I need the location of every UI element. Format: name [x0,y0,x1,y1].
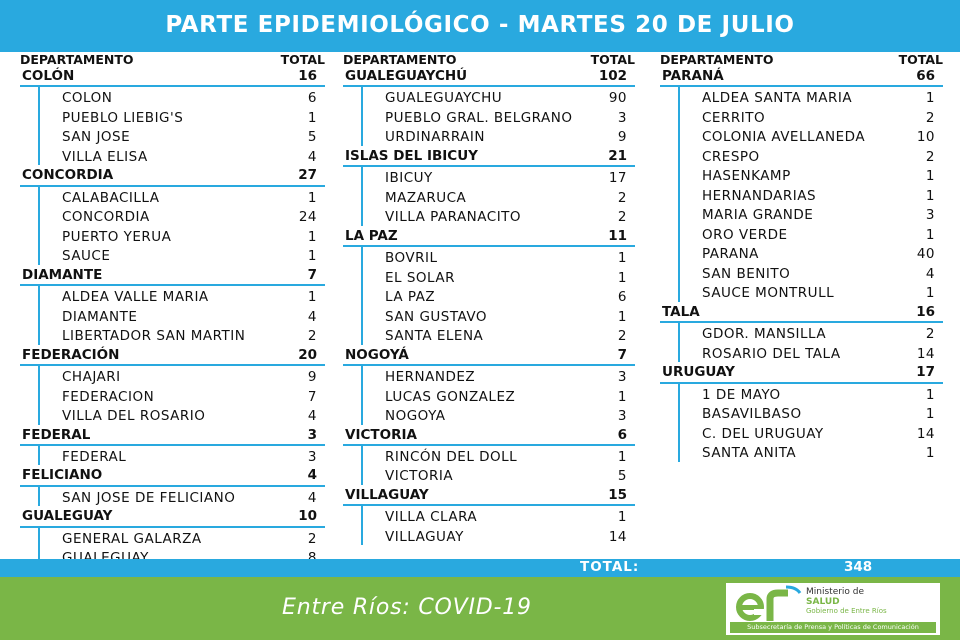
locality-list [38,487,325,507]
locality-name: ROSARIO DEL TALA [702,345,841,362]
department-section [20,265,325,345]
department-section [20,165,325,264]
locality-count: 4 [307,148,317,165]
department-total: 16 [916,303,935,320]
department-name: ISLAS DEL IBICUY [345,147,478,164]
locality-name: IBICUY [385,170,433,187]
locality-name: C. DEL URUGUAY [702,425,824,442]
department-total: 10 [298,508,317,525]
locality-row [363,366,635,386]
department-section [20,465,325,506]
locality-count: 4 [307,408,317,425]
logo-ministerio: Ministerio de [806,587,865,597]
locality-count: 3 [617,369,627,386]
locality-name: VICTORIA [385,468,454,485]
locality-count: 5 [617,468,627,485]
department-section [20,506,325,566]
department-row [20,265,325,286]
locality-row [680,243,943,263]
locality-count: 3 [307,448,317,465]
department-section [343,146,635,226]
locality-name: BASAVILBASO [702,406,802,423]
locality-name: VILLA PARANACITO [385,209,522,226]
department-row [20,165,325,186]
locality-count: 7 [307,388,317,405]
locality-count: 1 [925,168,935,185]
locality-name: HASENKAMP [702,168,791,185]
header-departamento: DEPARTAMENTO [343,52,457,67]
department-section [660,362,943,461]
locality-list [361,167,635,226]
locality-name: EL SOLAR [385,269,455,286]
locality-count: 5 [307,129,317,146]
department-total: 17 [916,364,935,381]
department-row [343,485,635,506]
locality-count: 2 [925,148,935,165]
locality-count: 17 [608,170,627,187]
locality-row [680,224,943,244]
locality-row [40,386,325,406]
department-row [20,66,325,87]
locality-list [361,366,635,425]
locality-row [680,423,943,443]
locality-name: MARIA GRANDE [702,207,814,224]
column-header [20,52,325,66]
locality-count: 1 [925,445,935,462]
locality-row [680,384,943,404]
locality-count: 2 [617,209,627,226]
locality-row [40,187,325,207]
locality-count: 1 [307,289,317,306]
locality-name: ALDEA SANTA MARIA [702,90,853,107]
locality-row [40,126,325,146]
locality-row [680,165,943,185]
locality-row [680,282,943,302]
locality-row [40,206,325,226]
locality-row [363,247,635,267]
department-row [660,66,943,87]
locality-name: LA PAZ [385,289,436,306]
locality-name: COLON [62,90,113,107]
locality-count: 1 [925,386,935,403]
locality-count: 6 [617,289,627,306]
footer-title: Entre Ríos: COVID-19 [282,595,532,620]
department-total: 7 [617,346,627,363]
locality-count: 1 [307,248,317,265]
locality-count: 4 [307,308,317,325]
department-name: FEDERAL [22,426,91,443]
locality-row [363,506,635,526]
locality-row [363,267,635,287]
locality-count: 1 [925,285,935,302]
locality-row [680,87,943,107]
header-bar [0,0,960,52]
locality-row [363,446,635,466]
locality-list [38,286,325,345]
locality-row [363,187,635,207]
locality-row [680,323,943,343]
locality-name: SANTA ANITA [702,445,797,462]
locality-name: BOVRIL [385,250,438,267]
locality-count: 4 [925,265,935,282]
locality-row [363,167,635,187]
locality-name: SANTA ELENA [385,328,484,345]
locality-count: 1 [307,228,317,245]
department-total: 15 [608,486,627,503]
locality-count: 24 [298,209,317,226]
department-name: VICTORIA [345,426,417,443]
header-total: TOTAL [280,52,325,67]
locality-row [40,366,325,386]
locality-list [38,446,325,466]
department-total: 11 [608,227,627,244]
locality-count: 2 [617,328,627,345]
department-name: VILLAGUAY [345,486,429,503]
locality-name: URDINARRAIN [385,129,485,146]
locality-row [363,526,635,546]
department-name: CONCORDIA [22,167,114,184]
department-section [660,66,943,302]
column-header [343,52,635,66]
department-total: 27 [298,167,317,184]
total-label: TOTAL: [580,559,640,575]
department-section [343,425,635,485]
locality-row [363,126,635,146]
department-name: URUGUAY [662,364,735,381]
locality-name: GUALEGUAYCHU [385,90,503,107]
locality-name: SAN BENITO [702,265,791,282]
locality-row [363,87,635,107]
total-value: 348 [844,559,873,575]
locality-name: SAUCE [62,248,111,265]
locality-name: GENERAL GALARZA [62,530,202,547]
locality-row [363,386,635,406]
locality-row [40,528,325,548]
department-row [343,226,635,247]
locality-name: FEDERACION [62,388,155,405]
department-section [20,425,325,466]
department-total: 7 [307,266,317,283]
page-title: PARTE EPIDEMIOLÓGICO - MARTES 20 DE JULIO [165,12,795,38]
locality-count: 1 [617,308,627,325]
locality-count: 3 [925,207,935,224]
locality-count: 40 [916,246,935,263]
locality-count: 6 [307,90,317,107]
locality-count: 9 [307,369,317,386]
locality-row [680,146,943,166]
locality-name: VILLA ELISA [62,148,148,165]
locality-row [363,325,635,345]
locality-name: SAUCE MONTRULL [702,285,835,302]
locality-list [38,366,325,425]
department-section [343,485,635,545]
department-name: LA PAZ [345,227,398,244]
department-row [343,425,635,446]
ministry-logo [726,583,940,635]
locality-name: FEDERAL [62,448,127,465]
locality-row [680,403,943,423]
locality-count: 90 [608,90,627,107]
locality-count: 1 [925,406,935,423]
header-departamento: DEPARTAMENTO [660,52,774,67]
department-row [20,345,325,366]
locality-name: ALDEA VALLE MARIA [62,289,209,306]
locality-name: GDOR. MANSILLA [702,326,827,343]
column-2 [343,52,635,545]
department-row [20,506,325,527]
locality-row [40,226,325,246]
column-header [660,52,943,66]
locality-row [680,204,943,224]
locality-count: 2 [925,109,935,126]
locality-name: SAN GUSTAVO [385,308,488,325]
department-section [20,66,325,165]
locality-row [363,465,635,485]
locality-row [680,442,943,462]
locality-row [40,245,325,265]
department-total: 4 [307,467,317,484]
department-name: FEDERACIÓN [22,346,120,363]
locality-count: 14 [608,528,627,545]
department-name: COLÓN [22,68,75,84]
department-name: DIAMANTE [22,266,103,283]
locality-row [363,286,635,306]
department-section [343,345,635,425]
department-row [343,66,635,87]
locality-name: RINCÓN DEL DOLL [385,448,518,465]
department-row [20,425,325,446]
department-row [343,146,635,167]
locality-row [680,343,943,363]
locality-count: 1 [925,187,935,204]
header-departamento: DEPARTAMENTO [20,52,134,67]
department-section [660,302,943,362]
locality-count: 9 [617,129,627,146]
department-name: FELICIANO [22,467,103,484]
locality-row [40,146,325,166]
department-row [660,362,943,383]
locality-name: CONCORDIA [62,209,150,226]
department-name: TALA [662,303,700,320]
locality-count: 1 [307,109,317,126]
locality-list [361,506,635,545]
department-total: 6 [617,426,627,443]
locality-row [40,405,325,425]
locality-name: MAZARUCA [385,189,467,206]
locality-list [361,87,635,146]
locality-count: 1 [307,189,317,206]
locality-name: PARANA [702,246,759,263]
locality-name: CALABACILLA [62,189,160,206]
locality-row [680,185,943,205]
locality-count: 2 [307,328,317,345]
locality-name: 1 DE MAYO [702,386,781,403]
department-row [660,302,943,323]
locality-name: LUCAS GONZALEZ [385,388,516,405]
logo-gobierno: Gobierno de Entre Ríos [806,607,887,615]
er-logo-icon [734,585,806,625]
locality-name: COLONIA AVELLANEDA [702,129,866,146]
column-3 [660,52,943,462]
locality-count: 1 [617,509,627,526]
department-name: NOGOYÁ [345,346,409,363]
locality-count: 2 [925,326,935,343]
header-total: TOTAL [898,52,943,67]
locality-name: CERRITO [702,109,766,126]
locality-count: 1 [617,388,627,405]
locality-name: HERNANDARIAS [702,187,817,204]
locality-name: VILLAGUAY [385,528,464,545]
locality-count: 14 [916,425,935,442]
locality-list [361,446,635,485]
header-total: TOTAL [590,52,635,67]
locality-name: PUEBLO GRAL. BELGRANO [385,109,573,126]
locality-count: 4 [307,489,317,506]
locality-name: SAN JOSE DE FELICIANO [62,489,236,506]
locality-row [363,206,635,226]
department-total: 21 [608,147,627,164]
locality-row [40,286,325,306]
locality-row [40,487,325,507]
department-section [343,66,635,146]
locality-count: 1 [617,250,627,267]
locality-name: NOGOYA [385,408,446,425]
locality-row [680,126,943,146]
locality-row [40,446,325,466]
department-total: 16 [298,68,317,84]
locality-name: VILLA CLARA [385,509,478,526]
department-total: 3 [307,426,317,443]
total-bar [0,559,960,577]
department-name: GUALEGUAYCHÚ [345,68,468,84]
locality-list [678,87,943,302]
locality-name: CHAJARI [62,369,121,386]
department-name: PARANÁ [662,68,724,84]
locality-row [40,87,325,107]
locality-count: 2 [307,530,317,547]
locality-row [680,107,943,127]
locality-count: 3 [617,408,627,425]
department-row [343,345,635,366]
department-section [343,226,635,345]
locality-name: PUERTO YERUA [62,228,172,245]
locality-row [40,306,325,326]
logo-subsecretaria: Subsecretaría de Prensa y Políticas de Comunicación [730,622,936,633]
locality-name: HERNANDEZ [385,369,476,386]
locality-count: 3 [617,109,627,126]
department-total: 66 [916,68,935,84]
locality-row [363,107,635,127]
department-name: GUALEGUAY [22,508,113,525]
locality-row [40,107,325,127]
department-section [20,345,325,425]
locality-name: SAN JOSE [62,129,131,146]
locality-list [361,247,635,345]
locality-list [678,323,943,362]
locality-count: 1 [925,226,935,243]
locality-count: 1 [617,269,627,286]
department-total: 102 [598,68,627,84]
locality-name: VILLA DEL ROSARIO [62,408,206,425]
department-total: 20 [298,346,317,363]
locality-name: CRESPO [702,148,760,165]
column-1 [20,52,325,567]
locality-list [678,384,943,462]
locality-row [363,306,635,326]
locality-name: ORO VERDE [702,226,788,243]
locality-name: PUEBLO LIEBIG'S [62,109,184,126]
logo-salud: SALUD [806,597,840,607]
locality-name: LIBERTADOR SAN MARTIN [62,328,246,345]
locality-name: DIAMANTE [62,308,138,325]
locality-list [38,87,325,165]
department-row [20,465,325,486]
locality-count: 1 [925,90,935,107]
locality-row [363,405,635,425]
locality-list [38,187,325,265]
locality-row [40,325,325,345]
locality-count: 10 [916,129,935,146]
locality-count: 1 [617,448,627,465]
locality-count: 2 [617,189,627,206]
locality-row [680,263,943,283]
locality-count: 14 [916,345,935,362]
